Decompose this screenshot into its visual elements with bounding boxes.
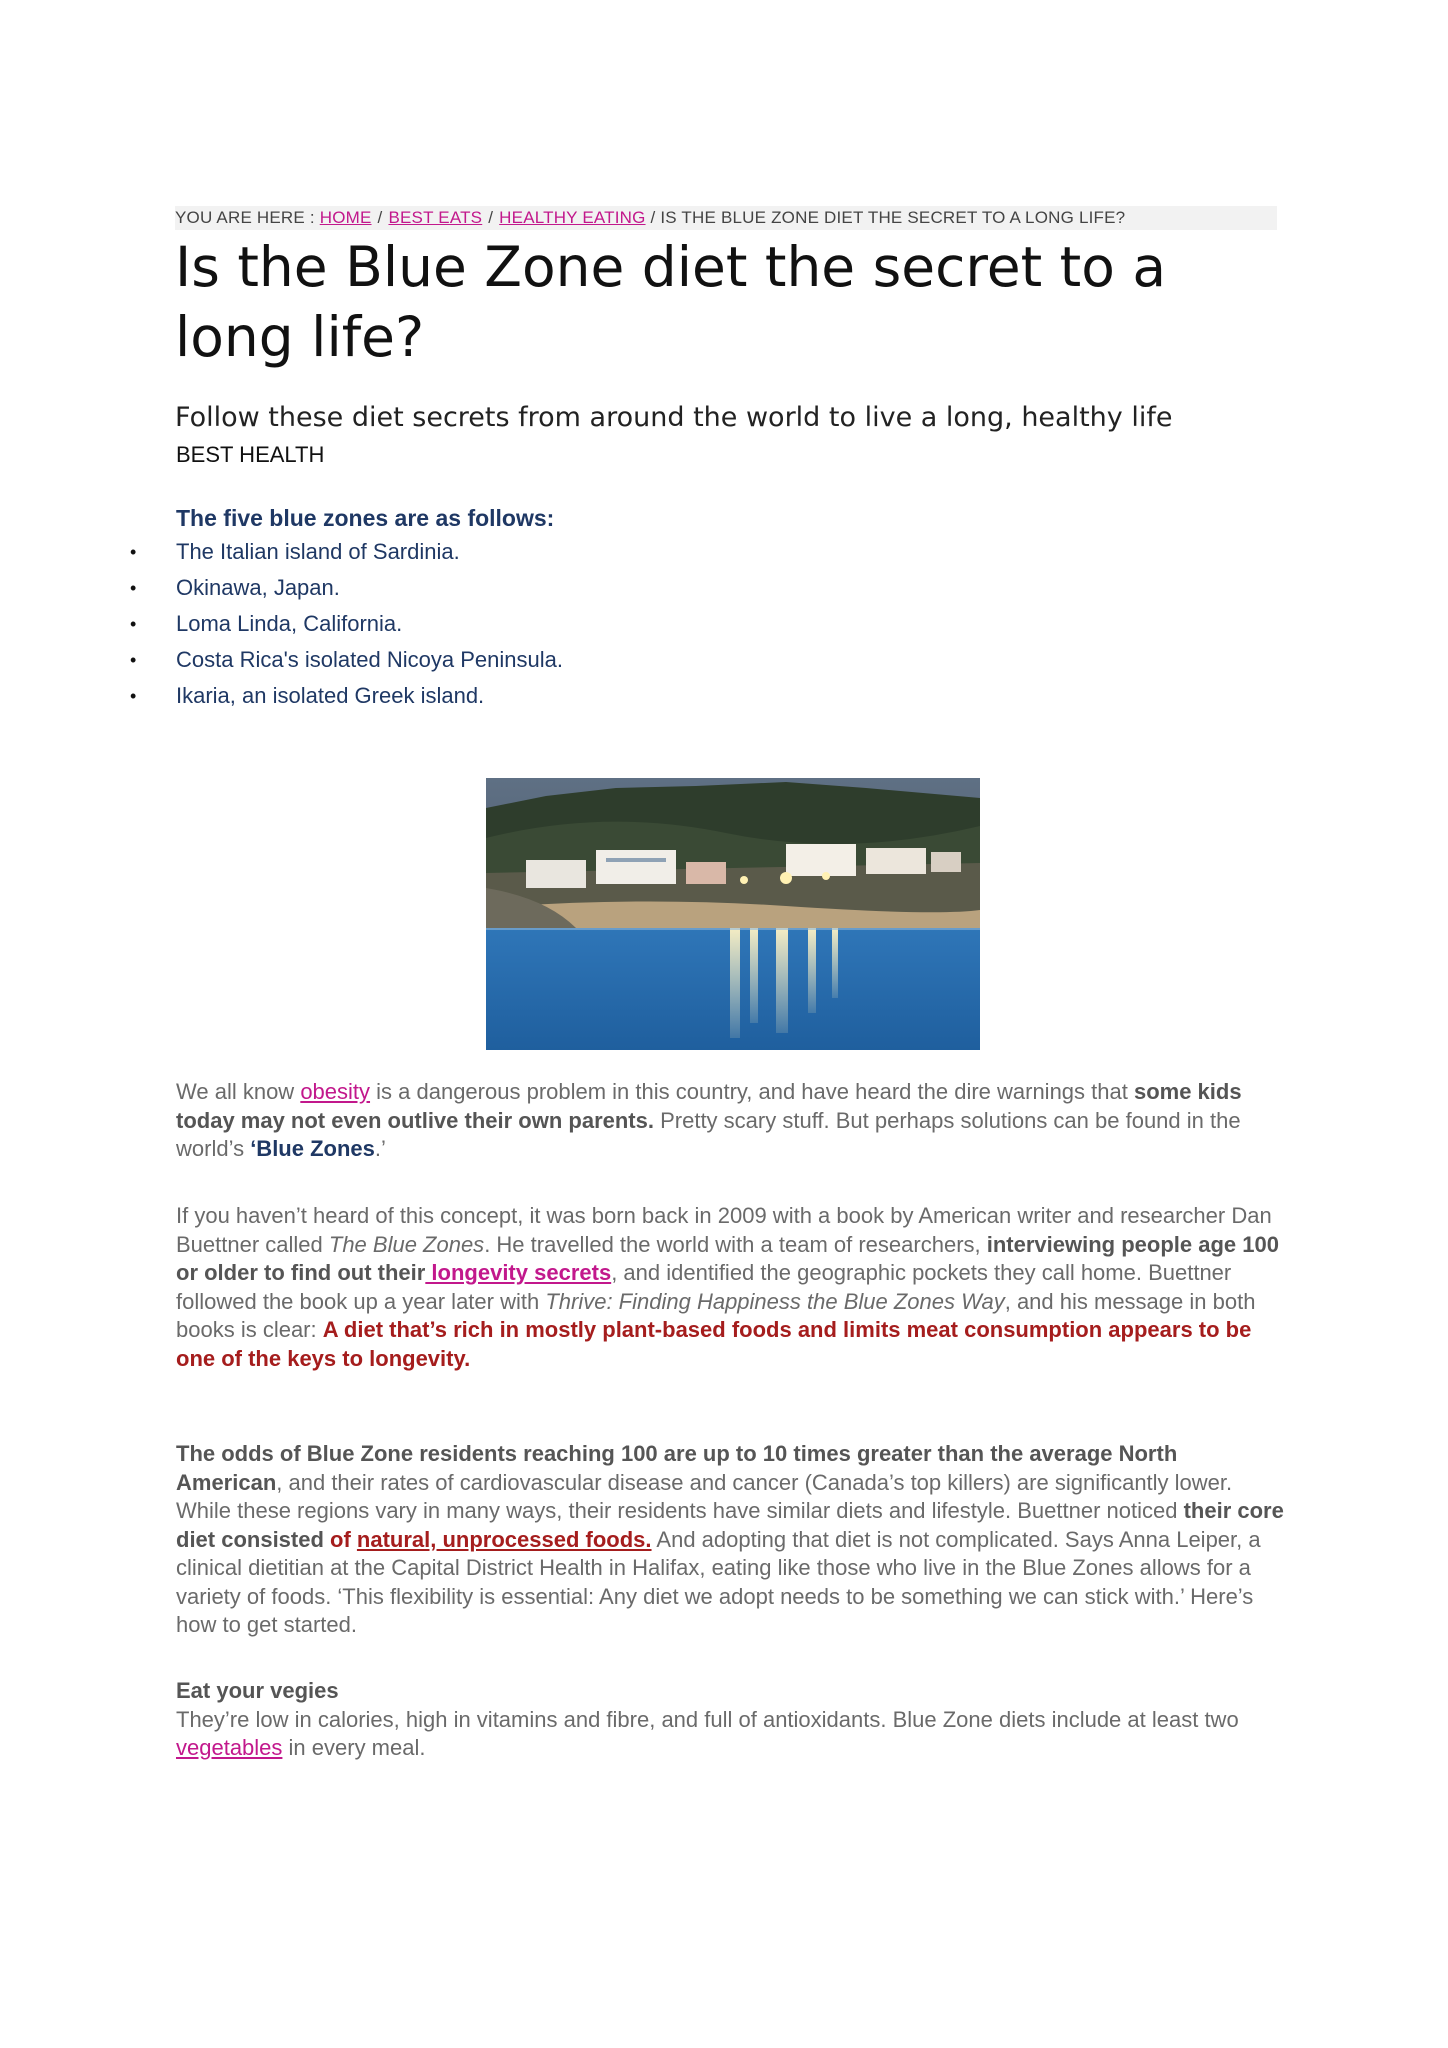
page-title: Is the Blue Zone diet the secret to a long life? xyxy=(175,235,1167,369)
breadcrumb-separator: / xyxy=(377,208,383,227)
list-item: • Costa Rica's isolated Nicoya Peninsula. xyxy=(176,642,563,678)
vegetables-link[interactable]: vegetables xyxy=(176,1735,283,1760)
source-label: BEST HEALTH xyxy=(176,442,325,467)
list-item: • Okinawa, Japan. xyxy=(176,570,563,606)
breadcrumb-link-home[interactable]: HOME xyxy=(319,208,372,227)
breadcrumb-link-best-eats[interactable]: BEST EATS xyxy=(388,208,483,227)
paragraph-odds: The odds of Blue Zone residents reaching 100 are up to 10 times greater than the average North American, and their rates of cardiovascular disease and cancer (Canada’s top killers) are significantly lower. While these regions vary in many ways, their residents have similar diets and lifestyle. Buettner noticed their core diet consisted of natural, unprocessed foods. And adopting that diet is not complicated. Says Anna Leiper, a clinical dietitian at the Capital District Health in Halifax, eating like those who live in the Blue Zones allows for a variety of foods. ‘This flexibility is essential: Any diet we adopt needs to be something we can stick with.’ Here’s how to get started. xyxy=(176,1441,1284,1637)
zones-heading: The five blue zones are as follows: xyxy=(176,505,555,531)
zones-list xyxy=(176,534,563,714)
breadcrumb-separator: / xyxy=(488,208,494,227)
breadcrumb-link-healthy-eating[interactable]: HEALTHY EATING xyxy=(499,208,646,227)
breadcrumb-current: / IS THE BLUE ZONE DIET THE SECRET TO A LONG LIFE? xyxy=(650,208,1126,227)
breadcrumb xyxy=(175,206,1277,230)
obesity-link[interactable]: obesity xyxy=(300,1079,371,1104)
natural-foods-link[interactable]: natural, unprocessed foods. xyxy=(356,1526,652,1552)
list-item: • Loma Linda, California. xyxy=(176,606,563,642)
paragraph-obesity: We all know obesity is a dangerous problem in this country, and have heard the dire warnings that some kids today may not even outlive their own parents. Pretty scary stuff. But perhaps solutions can be found in the world’s ‘Blue Zones.’ xyxy=(176,1079,1242,1161)
list-item: • The Italian island of Sardinia. xyxy=(176,534,563,570)
paragraph-concept: If you haven’t heard of this concept, it was born back in 2009 with a book by American writer and researcher Dan Buettner called The Blue Zones. He travelled the world with a team of researchers, interviewing people age 100 or older to find out their longevity secrets, and identified the geographic pockets they call home. Buettner followed the book up a year later with Thrive: Finding Happiness the Blue Zones Way, and his message in both books is clear: A diet that’s rich in mostly plant-based foods and limits meat consumption appears to be one of the keys to longevity. xyxy=(176,1203,1279,1371)
page-subtitle: Follow these diet secrets from around the world to live a long, healthy life xyxy=(175,402,1173,433)
paragraph-vegies: Eat your vegies They’re low in calories, high in vitamins and fibre, and full of antioxidants. Blue Zone diets include at least two vegetables in every meal. xyxy=(176,1678,1239,1760)
breadcrumb-prefix: YOU ARE HERE : xyxy=(175,208,315,227)
coastal-village-photo xyxy=(486,778,980,1050)
section-heading: Eat your vegies xyxy=(176,1678,339,1703)
longevity-secrets-link[interactable]: longevity secrets xyxy=(425,1260,612,1285)
list-item: • Ikaria, an isolated Greek island. xyxy=(176,678,563,714)
